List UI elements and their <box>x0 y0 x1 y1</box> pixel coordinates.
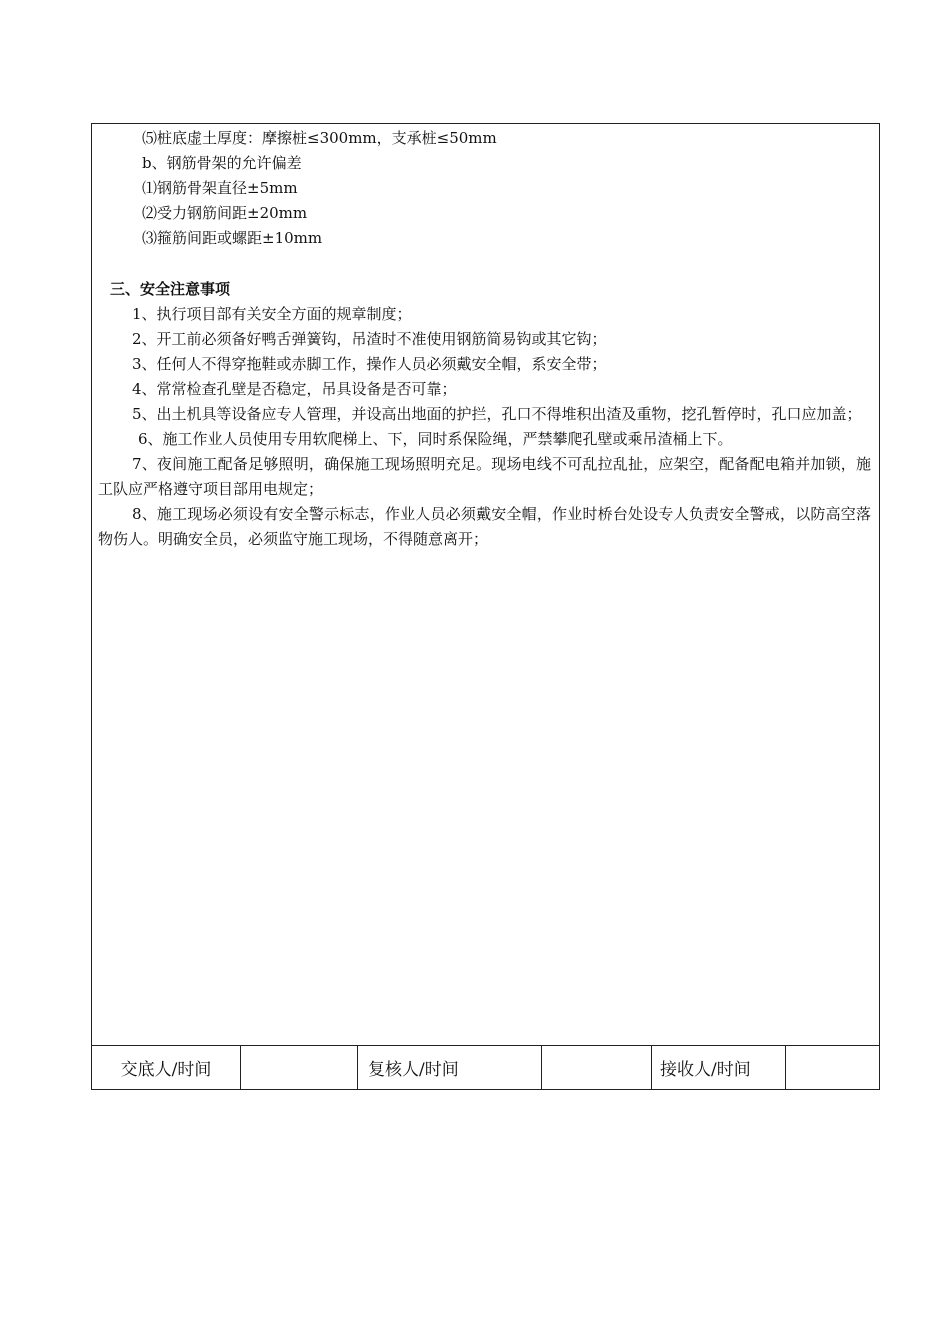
rebar-cage-tolerance-title: b、钢筋骨架的允许偏差 <box>142 154 302 172</box>
safety-item-1: 1、执行项目部有关安全方面的规章制度； <box>132 305 412 323</box>
reviewer-field[interactable] <box>542 1045 652 1089</box>
safety-item-8: 8、施工现场必须设有安全警示标志，作业人员必须戴安全帽，作业时桥台处设专人负责安全警戒，以防高空落物伤人。明确安全员，必须监守施工现场，不得随意离开； <box>98 505 871 548</box>
tolerance-b3: ⑶箍筋间距或螺距±10mm <box>142 229 323 247</box>
receiver-label: 接收人/时间 <box>652 1045 786 1089</box>
safety-item-5: 5、出土机具等设备应专人管理，并设高出地面的护拦，孔口不得堆积出渣及重物，挖孔暂停时，孔口应加盖； <box>132 405 862 423</box>
tolerance-b1: ⑴钢筋骨架直径±5mm <box>142 179 298 197</box>
content-cell <box>92 124 879 1046</box>
safety-item-7: 7、夜间施工配备足够照明，确保施工现场照明充足。现场电线不可乱拉乱扯，应架空，配备配电箱并加锁，施工队应严格遵守项目部用电规定； <box>98 455 871 498</box>
safety-item-4: 4、常常检查孔壁是否稳定，吊具设备是否可靠； <box>132 380 457 398</box>
discloser-field[interactable] <box>241 1045 358 1089</box>
discloser-label: 交底人/时间 <box>92 1045 241 1089</box>
safety-item-3: 3、任何人不得穿拖鞋或赤脚工作，操作人员必须戴安全帽，系安全带； <box>132 355 607 373</box>
disclosure-form <box>91 123 880 1090</box>
signature-row <box>92 1045 879 1089</box>
safety-heading: 三、安全注意事项 <box>110 280 231 298</box>
tolerance-b2: ⑵受力钢筋间距±20mm <box>142 204 308 222</box>
tolerance-item-5: ⑸桩底虚土厚度：摩擦桩≤300mm，支承桩≤50mm <box>142 129 497 147</box>
receiver-field[interactable] <box>786 1045 879 1089</box>
reviewer-label: 复核人/时间 <box>358 1045 542 1089</box>
safety-item-2: 2、开工前必须备好鸭舌弹簧钩，吊渣时不准使用钢筋简易钩或其它钩； <box>132 330 607 348</box>
safety-item-6: 6、施工作业人员使用专用软爬梯上、下，同时系保险绳，严禁攀爬孔壁或乘吊渣桶上下。 <box>138 430 733 448</box>
